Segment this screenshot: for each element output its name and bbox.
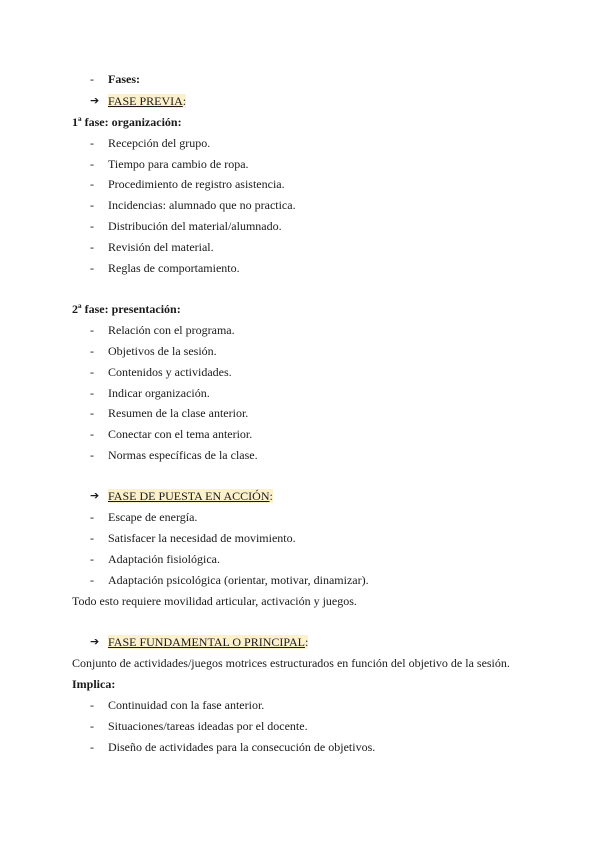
list-item-text: Adaptación psicológica (orientar, motivar, dinamizar). [108,573,369,587]
arrow-right-icon: ➔ [90,94,100,107]
list-item-text: Continuidad con la fase anterior. [108,698,265,712]
list-dash: - [90,323,94,337]
list-item-text: Situaciones/tareas ideadas por el docente. [108,719,308,733]
list-item-text: Contenidos y actividades. [108,365,232,379]
list-dash: - [90,573,94,587]
list-item-text: Diseño de actividades para la consecución de objetivos. [108,740,376,754]
list-item-text: Escape de energía. [108,510,198,524]
list-item-text: Procedimiento de registro asistencia. [108,177,285,191]
list-item-text: Recepción del grupo. [108,136,211,150]
list-dash: - [90,198,94,212]
list-dash: - [90,427,94,441]
list-dash: - [90,157,94,171]
phase-puesta-title: FASE DE PUESTA EN ACCIÓN: [108,489,273,503]
list-dash: - [90,219,94,233]
list-dash: - [90,261,94,275]
fases-label: Fases: [108,72,140,86]
list-dash: - [90,510,94,524]
list-item-text: Conectar con el tema anterior. [108,427,253,441]
list-dash: - [90,531,94,545]
list-item-text: Reglas de comportamiento. [108,261,240,275]
list-item-text: Relación con el programa. [108,323,235,337]
list-dash: - [90,740,94,754]
list-dash: - [90,552,94,566]
phase-fundamental-description: Conjunto de actividades/juegos motrices estructurados en función del objetivo de la sesión. [72,656,510,670]
list-item-text: Tiempo para cambio de ropa. [108,157,249,171]
list-dash: - [90,240,94,254]
list-item-text: Objetivos de la sesión. [108,344,217,358]
list-dash: - [90,344,94,358]
list-item-text: Adaptación fisiológica. [108,552,220,566]
list-dash: - [90,386,94,400]
list-item-text: Satisfacer la necesidad de movimiento. [108,531,296,545]
list-dash: - [90,177,94,191]
list-item-text: Incidencias: alumnado que no practica. [108,198,296,212]
list-dash: - [90,136,94,150]
list-dash: - [90,365,94,379]
arrow-right-icon: ➔ [90,635,100,648]
list-item-text: Indicar organización. [108,386,210,400]
list-dash: - [90,406,94,420]
phase-puesta-note: Todo esto requiere movilidad articular, activación y juegos. [72,594,357,608]
list-item-text: Distribución del material/alumnado. [108,219,282,233]
arrow-right-icon: ➔ [90,489,100,502]
list-dash: - [90,72,94,86]
list-dash: - [90,719,94,733]
phase-fundamental-title: FASE FUNDAMENTAL O PRINCIPAL: [108,635,309,649]
list-dash: - [90,698,94,712]
list-item-text: Normas específicas de la clase. [108,448,258,462]
fase2-title: 2ª fase: presentación: [72,302,181,316]
fase1-title: 1ª fase: organización: [72,115,182,129]
implica-label: Implica: [72,677,116,691]
list-item-text: Resumen de la clase anterior. [108,406,249,420]
phase-previa-title: FASE PREVIA: [108,94,187,108]
list-item-text: Revisión del material. [108,240,214,254]
list-dash: - [90,448,94,462]
